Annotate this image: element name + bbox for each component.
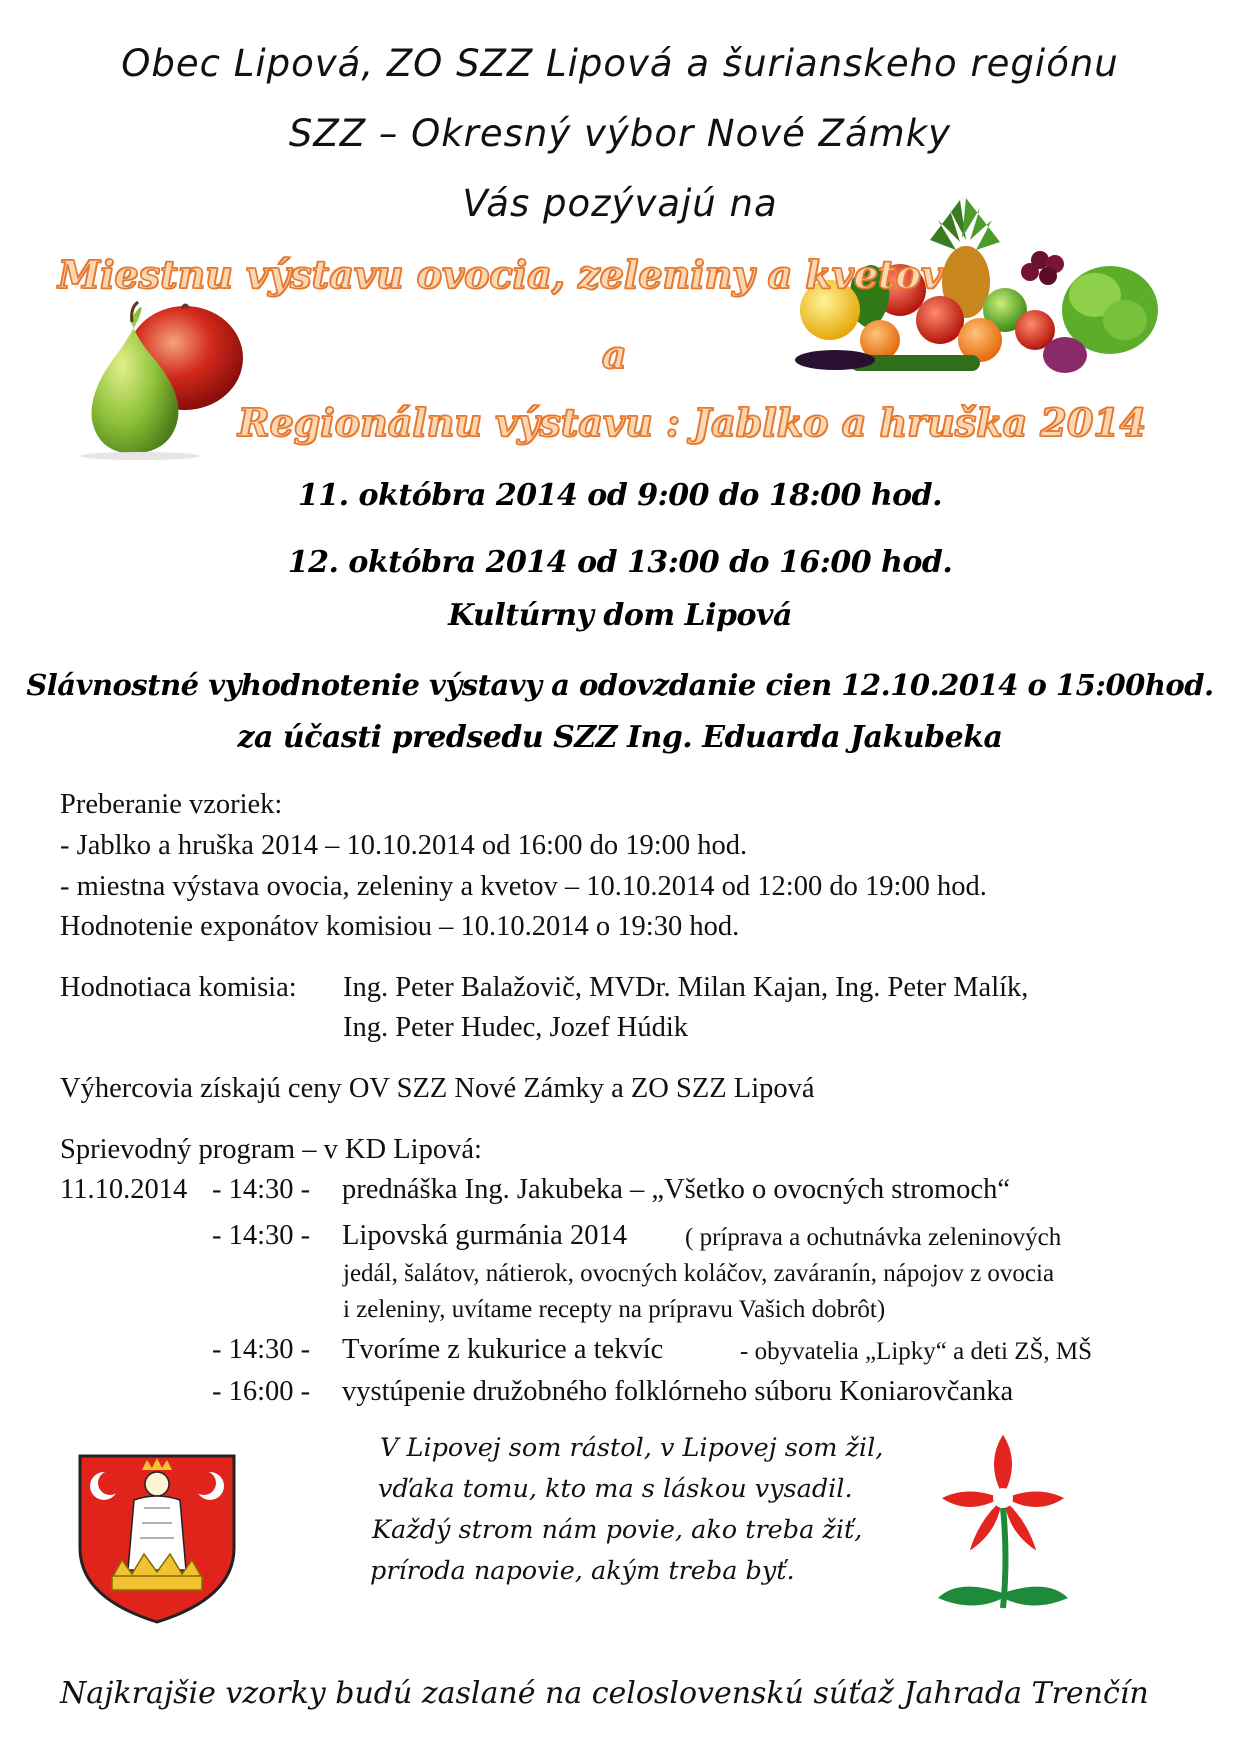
- footer-text: Najkrajšie vzorky budú zaslané na celoslovenskú súťaž Jahrada Trenčín: [60, 1676, 1149, 1711]
- program-item-2-time: - 14:30 -: [212, 1220, 311, 1251]
- program-item-2-detail: ( príprava a ochutnávka zeleninových: [685, 1224, 1062, 1251]
- program-item-4-time: - 16:00 -: [212, 1376, 311, 1407]
- program-item-3-main: Tvoríme z kukurice a tekvíc: [342, 1334, 664, 1365]
- title-connector: a: [602, 332, 627, 377]
- header-line-3: Vás pozývajú na: [462, 182, 778, 225]
- ceremony-line-2: za účasti predsedu SZZ Ing. Eduarda Jakubeka: [237, 720, 1003, 755]
- header-line-2: SZZ – Okresný výbor Nové Zámky: [288, 112, 952, 155]
- poem-line-2: vďaka tomu, kto ma s láskou vysadil.: [378, 1474, 853, 1504]
- prizes-text: Výhercovia získajú ceny OV SZZ Nové Zámky a ZO SZZ Lipová: [60, 1073, 815, 1104]
- samples-item-1: - Jablko a hruška 2014 – 10.10.2014 od 16:00 do 19:00 hod.: [60, 830, 748, 861]
- program-item-3-time: - 14:30 -: [212, 1334, 311, 1365]
- committee-label: Hodnotiaca komisia:: [60, 972, 297, 1003]
- coat-of-arms-image: [72, 1448, 242, 1628]
- header-line-1: Obec Lipová, ZO SZZ Lipová a šurianskeho regiónu: [121, 42, 1119, 85]
- event-date-2: 12. októbra 2014 od 13:00 do 16:00 hod.: [287, 545, 953, 580]
- samples-item-2: - miestna výstava ovocia, zeleniny a kvetov – 10.10.2014 od 12:00 do 19:00 hod.: [60, 871, 987, 902]
- event-venue: Kultúrny dom Lipová: [448, 598, 792, 633]
- title-line-2: Regionálnu výstavu : Jablko a hruška 2014: [238, 400, 1147, 445]
- samples-heading: Preberanie vzoriek:: [60, 789, 283, 820]
- program-item-2-detail-3: i zeleniny, uvítame recepty na prípravu Vašich dobrôt): [343, 1296, 886, 1323]
- event-date-1: 11. októbra 2014 od 9:00 do 18:00 hod.: [297, 478, 943, 513]
- poem-line-4: príroda napovie, akým treba byť.: [370, 1556, 795, 1586]
- committee-members-2: Ing. Peter Hudec, Jozef Húdik: [343, 1012, 689, 1043]
- program-heading: Sprievodný program – v KD Lipová:: [60, 1134, 482, 1165]
- title-line-1: Miestnu výstavu ovocia, zeleniny a kvetov: [58, 252, 943, 297]
- ceremony-line-1: Slávnostné vyhodnotenie výstavy a odovzdanie cien 12.10.2014 o 15:00hod.: [26, 668, 1214, 702]
- program-item-3-detail: - obyvatelia „Lipky“ a deti ZŠ, MŠ: [740, 1338, 1093, 1365]
- poem-line-3: Každý strom nám povie, ako treba žiť,: [372, 1515, 863, 1545]
- program-item-1-time: - 14:30 -: [212, 1174, 311, 1205]
- samples-evaluation: Hodnotenie exponátov komisiou – 10.10.2014 o 19:30 hod.: [60, 911, 740, 942]
- program-item-1-main: prednáška Ing. Jakubeka – „Všetko o ovocných stromoch“: [342, 1174, 1010, 1205]
- apple-and-pear-image: [70, 300, 250, 460]
- flower-logo-image: [928, 1428, 1078, 1628]
- program-item-4-main: vystúpenie družobného folklórneho súboru Koniarovčanka: [342, 1376, 1014, 1407]
- program-item-2-main: Lipovská gurmánia 2014: [342, 1220, 627, 1251]
- committee-members-1: Ing. Peter Balažovič, MVDr. Milan Kajan, Ing. Peter Malík,: [343, 972, 1029, 1003]
- poem-line-1: V Lipovej som rástol, v Lipovej som žil,: [380, 1433, 884, 1463]
- program-item-2-detail-2: jedál, šalátov, nátierok, ovocných koláčov, zaváranín, nápojov z ovocia: [343, 1260, 1055, 1287]
- program-date: 11.10.2014: [60, 1174, 188, 1205]
